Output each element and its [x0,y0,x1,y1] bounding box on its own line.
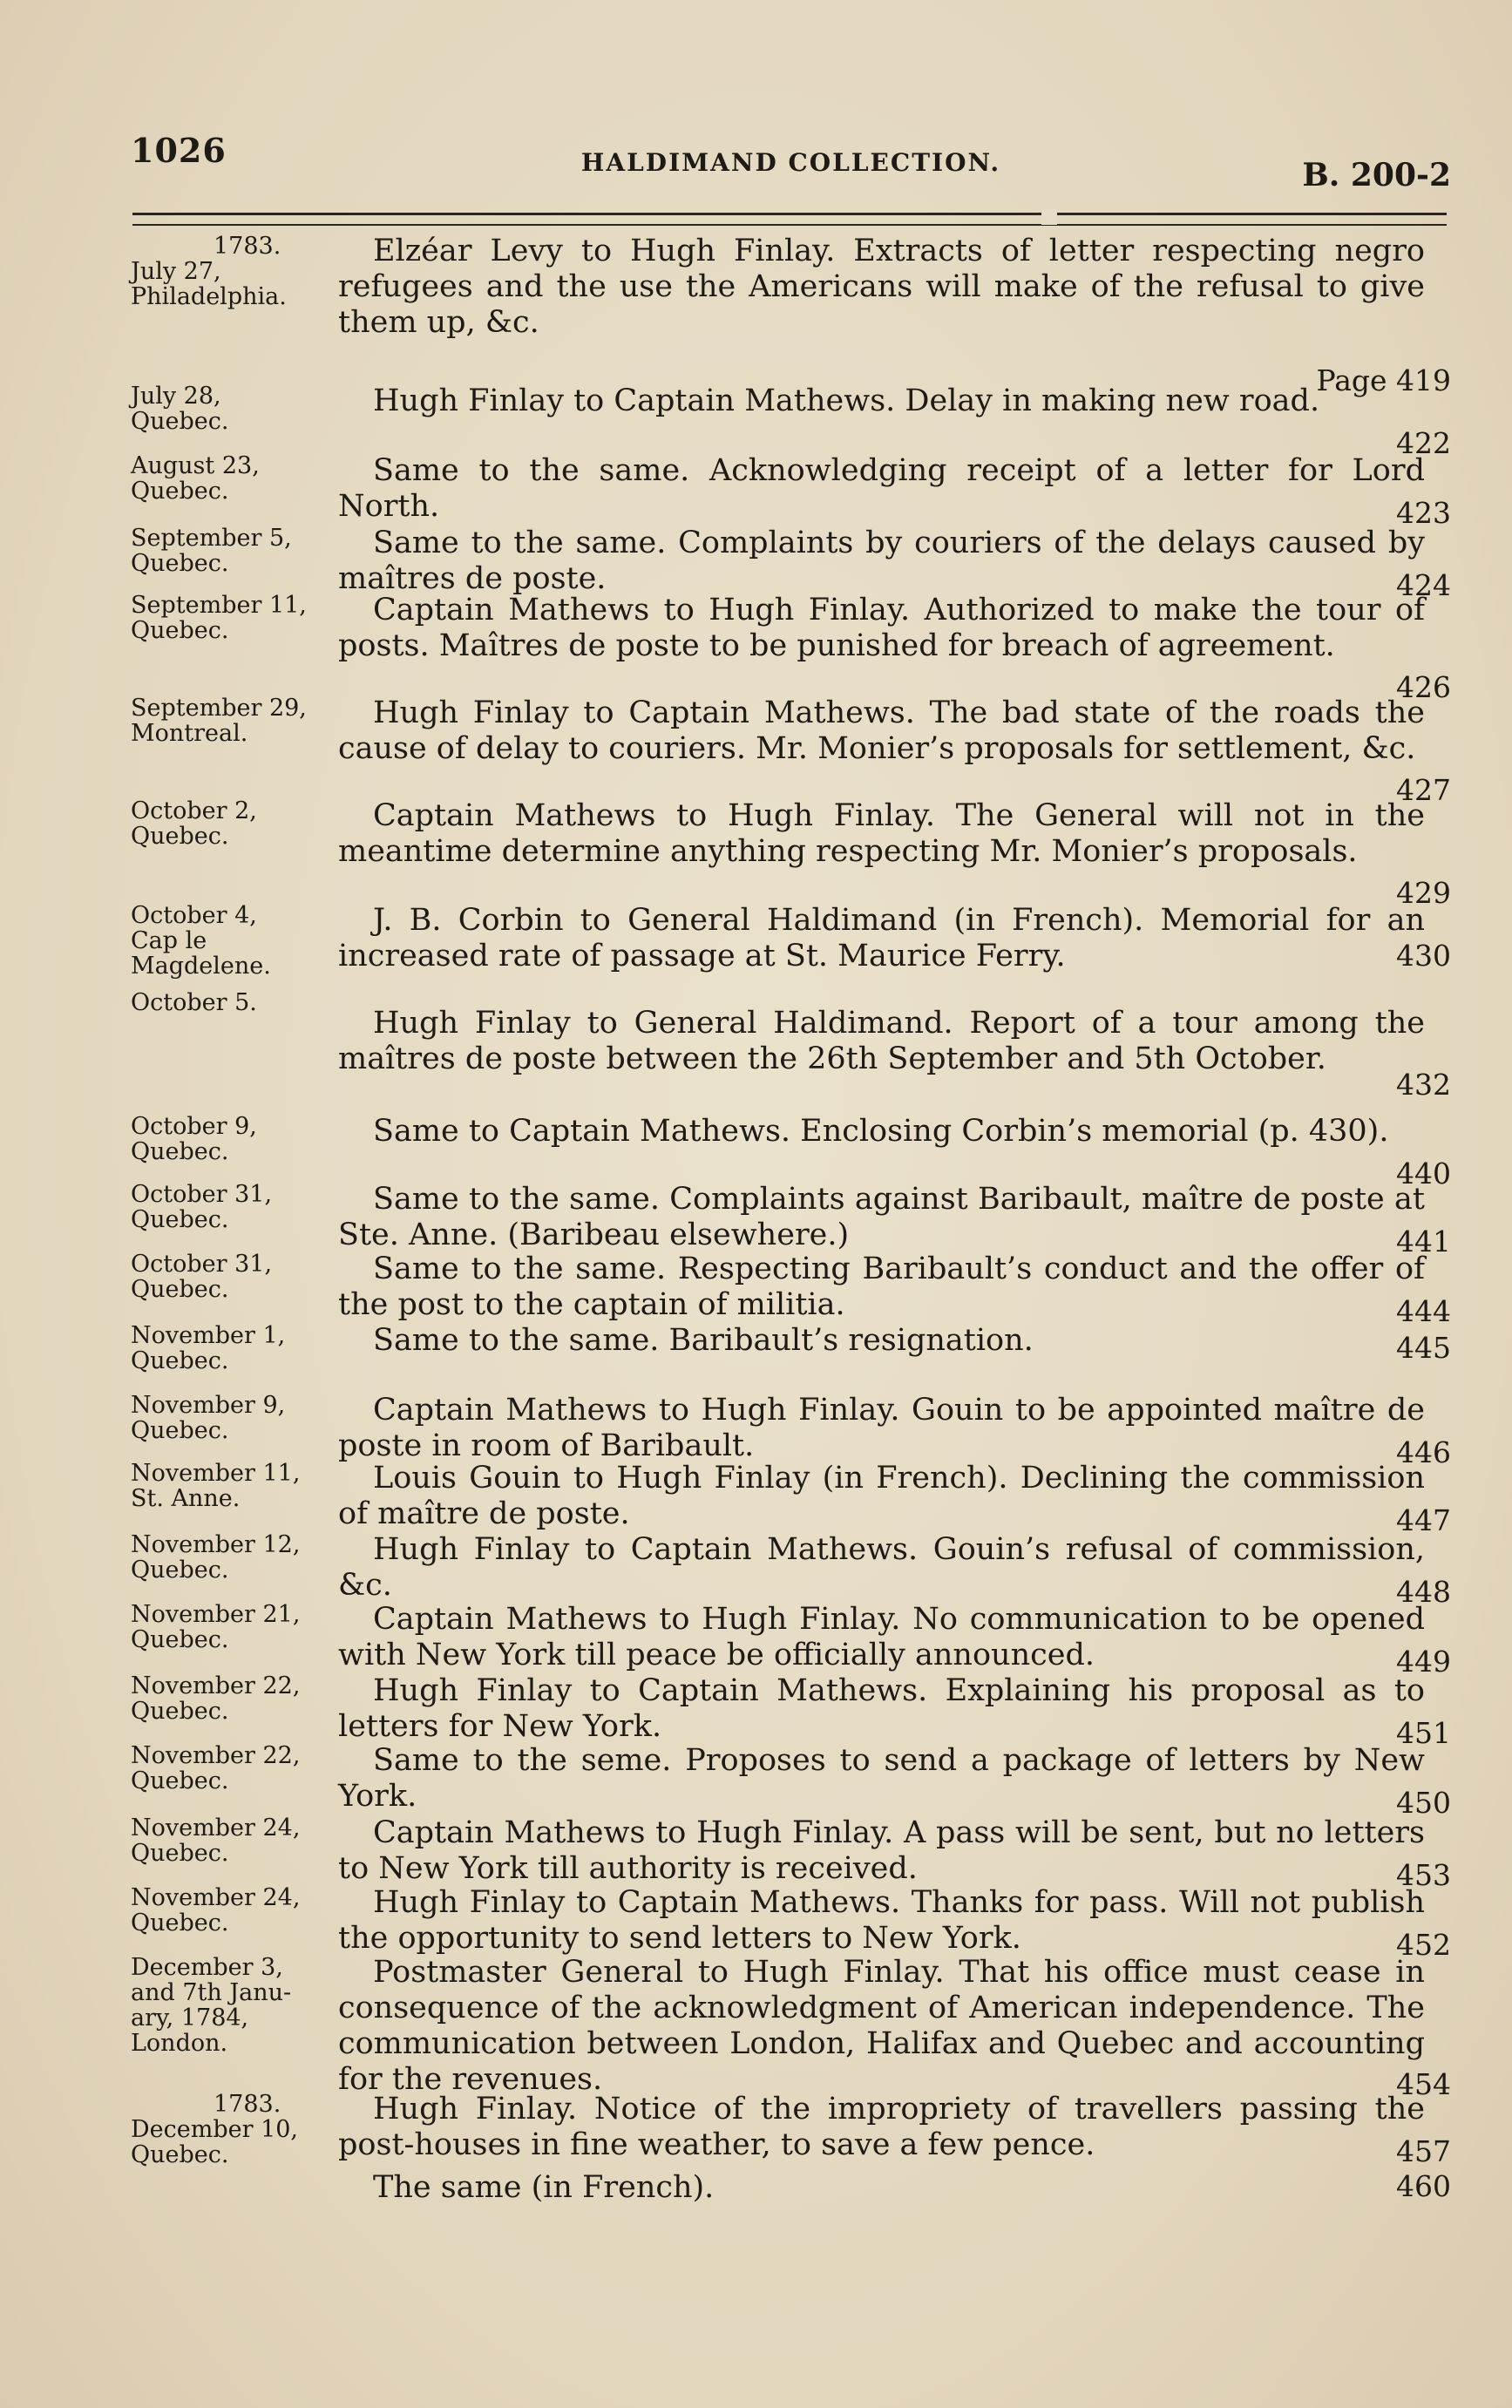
entry-description: Same to Captain Mathews. Enclosing Corbin’s memorial (p. 430). [373,1114,1389,1149]
entry-date-line: Quebec. [131,1557,229,1584]
entry-date [131,2092,327,2167]
entry-date-line: Quebec. [131,1138,229,1165]
entry-page-reference: 448 [1396,1575,1451,1609]
entry-date-line: Quebec. [131,617,229,644]
entry-date-line: August 23, [131,452,260,479]
entry-date-line: December 10, [131,2116,299,2143]
entry-description: Same to the same. Respecting Baribault’s conduct and the offer of the post to the captain of militia. [338,1251,1425,1322]
entry-description: Same to the same. Complaints by couriers of the delays caused by maîtres de poste. [338,526,1425,596]
entry-page-reference: Page 419 [1316,363,1451,397]
entry-description: Hugh Finlay to Captain Mathews. Thanks for pass. Will not publish the opportunity to send letters to New York. [338,1885,1425,1956]
entry-date-line: Cap le [131,927,207,954]
entry-date [131,1114,327,1164]
entry-date-line: Quebec. [131,1698,229,1725]
entry-page-reference: 451 [1396,1716,1451,1750]
page-number: 1026 [131,131,227,170]
entry-date-line: October 31, [131,1181,273,1208]
entry-page-reference: 447 [1396,1503,1451,1537]
entry-date [131,526,327,576]
entry-page-reference: 432 [1396,1068,1451,1102]
entry-date-line: October 4, [131,902,257,929]
entry-date-line: October 5. [131,989,257,1016]
entry-page-reference: 441 [1396,1224,1451,1258]
entry-date [131,1815,327,1866]
entry-page-reference: 444 [1396,1294,1451,1328]
entry-page-reference: 424 [1396,568,1451,602]
entry-page-reference: 440 [1396,1157,1451,1190]
entry-date-line: Quebec. [131,2141,229,2168]
entry-date-line: Quebec. [131,550,229,577]
entry-date-line: October 31, [131,1251,273,1278]
entry-date [131,1251,327,1302]
entry-date-line: October 9, [131,1113,257,1140]
entry-description: The same (in French). [373,2170,715,2205]
entry-description: Hugh Finlay. Notice of the impropriety of travellers passing the post-houses in fine weather, to save a few pence. [338,2092,1425,2162]
entry-date-line: October 2, [131,797,257,824]
entry-date-line: Philadelphia. [131,283,287,310]
entry-date-line: 1783. [214,233,281,260]
entry-date-line: Quebec. [131,478,229,505]
entry-page-reference: 457 [1396,2134,1451,2168]
entry-page-reference: 453 [1396,1858,1451,1892]
entry-page-reference: 430 [1396,939,1451,973]
entry-date [131,1532,327,1583]
entry-date-line: Quebec. [131,1276,229,1303]
entry-page-reference: 445 [1396,1331,1451,1365]
entry-date-line: November 11, [131,1460,301,1487]
entry-page-reference: 427 [1396,773,1451,807]
entry-description: Postmaster General to Hugh Finlay. That his office must cease in consequence of the acknowledgment of American independence. The communication between London, Halifax and Quebec and accounting for the revenues. [338,1955,1425,2097]
entry-date-line: and 7th Janu- [131,1979,292,2006]
entry-description: Captain Mathews to Hugh Finlay. The General will not in the meantime determine anything respecting Mr. Monier’s proposals. [338,798,1425,869]
entry-date [131,593,327,643]
entry-date [131,1393,327,1443]
entry-date-line: Quebec. [131,1206,229,1233]
entry-date-line: September 5, [131,525,292,552]
entry-date [131,234,327,309]
entry-page-reference: 446 [1396,1435,1451,1469]
entry-description: Hugh Finlay to General Haldimand. Report of a tour among the maîtres de poste between the 26th September and 5th October. [338,1006,1425,1076]
entry-date-line: November 21, [131,1601,301,1628]
entry-page-reference: 454 [1396,2067,1451,2101]
entry-date [131,798,327,849]
entry-date-line: November 24, [131,1884,301,1911]
entry-date-line: Quebec. [131,823,229,850]
entry-date-line: November 1, [131,1322,286,1349]
entry-date-line: Quebec. [131,1347,229,1374]
entry-description: Hugh Finlay to Captain Mathews. Gouin’s refusal of commission, &c. [338,1532,1425,1603]
entry-page-reference: 450 [1396,1786,1451,1820]
entry-date-line: November 22, [131,1742,301,1769]
entry-description: Same to the same. Complaints against Baribault, maître de poste at Ste. Anne. (Baribeau elsewhere.) [338,1182,1425,1252]
entry-page-reference: 429 [1396,876,1451,910]
entry-date [131,1673,327,1724]
entry-description: Captain Mathews to Hugh Finlay. No communication to be opened with New York till peace be officially announced. [338,1602,1425,1672]
entry-date [131,383,327,434]
entry-date [131,1955,327,2056]
entry-date [131,1323,327,1374]
entry-date-line: July 27, [131,258,221,285]
entry-date-line: Quebec. [131,408,229,435]
entry-date [131,453,327,504]
entry-date-line: Magdelene. [131,953,271,980]
entry-date-line: Quebec. [131,1767,229,1794]
entry-page-reference: 452 [1396,1928,1451,1962]
entry-date [131,990,327,1015]
entry-date-line: Quebec. [131,1909,229,1937]
entry-page-reference: 449 [1396,1645,1451,1679]
running-title: HALDIMAND COLLECTION. [580,148,1001,177]
header-rule-break [1041,209,1057,225]
entry-date-line: ary, 1784, [131,2004,249,2032]
entry-page-reference: 423 [1396,496,1451,530]
entry-date [131,1461,327,1511]
entry-date [131,1602,327,1652]
entry-date [131,1743,327,1794]
entry-page-reference: 426 [1396,670,1451,704]
entry-description: Hugh Finlay to Captain Mathews. Delay in making new road. [373,383,1320,418]
entry-page-reference: 422 [1396,426,1451,460]
calendar-entries [131,234,1451,2221]
entry-date-line: September 29, [131,695,307,722]
entry-description: J. B. Corbin to General Haldimand (in French). Memorial for an increased rate of passage at St. Maurice Ferry. [338,903,1425,973]
entry-date-line: 1783. [214,2091,281,2118]
entry-description: Captain Mathews to Hugh Finlay. Authorized to make the tour of posts. Maîtres de poste to be punished for breach of agreement. [338,593,1425,663]
entry-date-line: St. Anne. [131,1485,241,1512]
entry-date-line: Quebec. [131,1626,229,1653]
entry-date-line: November 22, [131,1672,301,1699]
series-reference: B. 200-2 [1302,157,1451,193]
entry-description: Same to the seme. Proposes to send a package of letters by New York. [338,1743,1425,1814]
entry-date-line: London. [131,2030,228,2057]
entry-date [131,1885,327,1936]
entry-date-line: November 12, [131,1531,301,1558]
entry-date-line: Montreal. [131,720,248,747]
header-rule [132,213,1447,226]
entry-date-line: November 24, [131,1814,301,1842]
entry-date-line: Quebec. [131,1417,229,1444]
entry-date-line: July 28, [131,383,221,410]
entry-description: Same to the same. Acknowledging receipt of a letter for Lord North. [338,453,1425,524]
entry-description: Same to the same. Baribault’s resignation. [373,1323,1034,1358]
entry-description: Captain Mathews to Hugh Finlay. Gouin to be appointed maître de poste in room of Baribault. [338,1393,1425,1463]
page-header [131,131,1451,192]
entry-date-line: November 9, [131,1392,286,1419]
entry-date [131,1182,327,1232]
entry-date-line: September 11, [131,592,307,619]
entry-date-line: Quebec. [131,1840,229,1867]
entry-description: Louis Gouin to Hugh Finlay (in French). Declining the commission of maître de poste. [338,1461,1425,1531]
entry-date [131,695,327,746]
entry-date-line: December 3, [131,1954,283,1981]
entry-description: Hugh Finlay to Captain Mathews. Explaining his proposal as to letters for New York. [338,1673,1425,1744]
entry-description: Elzéar Levy to Hugh Finlay. Extracts of letter respecting negro refugees and the use the Americans will make of the refusal to give them up, &c. [338,234,1425,340]
entry-description: Captain Mathews to Hugh Finlay. A pass will be sent, but no letters to New York till authority is received. [338,1815,1425,1886]
entry-description: Hugh Finlay to Captain Mathews. The bad state of the roads the cause of delay to couriers. Mr. Monier’s proposals for settlement, &c. [338,695,1425,766]
entry-date [131,903,327,979]
entry-page-reference: 460 [1396,2169,1451,2203]
